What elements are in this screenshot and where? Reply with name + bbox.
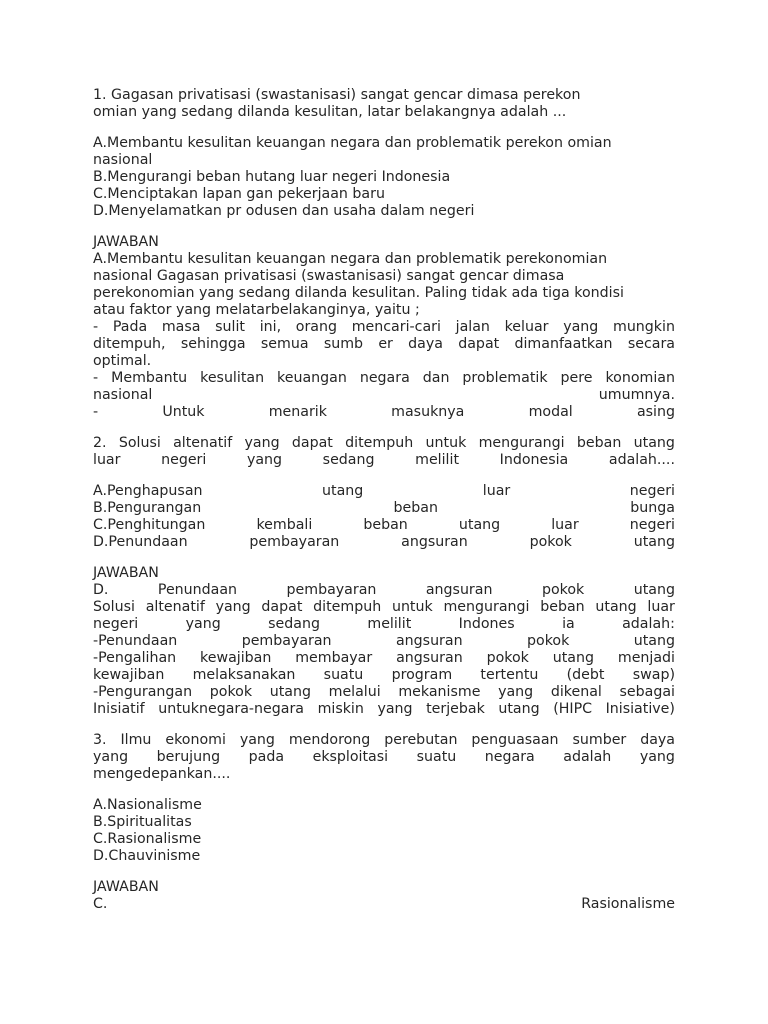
word: melaksanakan — [192, 667, 296, 683]
word: orang — [295, 319, 338, 335]
word: luar — [647, 599, 675, 615]
q3-option-b: B.Spiritualitas — [93, 814, 192, 830]
q3-question-line — [93, 732, 675, 749]
word: angsuran — [401, 534, 468, 550]
word: swap) — [632, 667, 675, 683]
word: utang — [322, 483, 364, 499]
q2-option-a — [93, 483, 675, 500]
word: sebagai — [619, 684, 675, 700]
word: pokok — [529, 534, 572, 550]
word: pokok — [541, 582, 585, 598]
word: yang — [639, 749, 675, 765]
word: untuk — [425, 435, 467, 451]
word: yang — [244, 435, 280, 451]
word: mungkin — [613, 319, 675, 335]
q3-answer-line — [93, 896, 675, 913]
q1-question — [93, 87, 675, 121]
word: mekanisme — [398, 684, 481, 700]
q2-answer-line — [93, 667, 675, 684]
q2-option-b — [93, 500, 675, 517]
q2-options — [93, 483, 675, 551]
word: Solusi — [93, 599, 135, 615]
word: utang — [552, 650, 594, 666]
word: ini, — [259, 319, 282, 335]
q2-option-d — [93, 534, 675, 551]
q2-answer-line — [93, 616, 675, 633]
q1-point2-cont — [93, 387, 675, 404]
word: beban — [576, 435, 622, 451]
word: semua — [260, 336, 309, 352]
q2-option-c — [93, 517, 675, 534]
q1-option-a-cont: nasional — [93, 152, 153, 168]
q1-option-d: D.Menyelamatkan pr odusen dan usaha dalam negeri — [93, 203, 475, 219]
q2-answer-heading: JAWABAN — [93, 565, 159, 581]
word: daya — [408, 336, 443, 352]
word: utang — [498, 701, 540, 717]
word: secara — [627, 336, 675, 352]
word: kesulitan — [200, 370, 265, 386]
word: A.Penghapusan — [93, 483, 203, 499]
word: luar — [482, 483, 511, 499]
word: modal — [528, 404, 573, 420]
word: dimanfaatkan — [514, 336, 613, 352]
q1-options — [93, 135, 675, 220]
q3-option-c: C.Rasionalisme — [93, 831, 202, 847]
word: pokok — [527, 633, 570, 649]
word: yang — [498, 684, 534, 700]
q1-point-line — [93, 336, 675, 353]
word: sehingga — [180, 336, 246, 352]
word: kembali — [256, 517, 313, 533]
word: jalan — [455, 319, 490, 335]
q2-question-line — [93, 452, 675, 469]
word: sulit — [215, 319, 245, 335]
word: (HIPC — [553, 701, 593, 717]
word: ditempuh — [313, 599, 382, 615]
word: Inisiative) — [605, 701, 675, 717]
q2-answer-line — [93, 701, 675, 718]
word: luar — [551, 517, 579, 533]
q2-question — [93, 435, 675, 469]
q1-point3-line — [93, 404, 675, 421]
q1-point-line — [93, 319, 675, 336]
q3-option-d: D.Chauvinisme — [93, 848, 201, 864]
q1-answer-line: perekonomian yang sedang dilanda kesulitan. Paling tidak ada tiga kondisi — [93, 285, 624, 301]
word: yang — [246, 452, 283, 468]
word: B.Pengurangan — [93, 500, 202, 516]
word: -Pengalihan — [93, 650, 177, 666]
word: negara — [359, 370, 410, 386]
word: bunga — [630, 500, 675, 516]
word: utang — [595, 599, 637, 615]
word: melilit — [415, 452, 460, 468]
word: adalah: — [622, 616, 675, 632]
q1-point2-a: nasional — [93, 387, 153, 403]
word: suatu — [323, 667, 364, 683]
word: utang — [633, 435, 675, 451]
q2-question-line — [93, 435, 675, 452]
word: pere — [560, 370, 593, 386]
word: negeri — [629, 517, 675, 533]
word: problematik — [462, 370, 548, 386]
word: adalah — [563, 749, 612, 765]
word: Membantu — [111, 370, 188, 386]
word: Solusi — [118, 435, 161, 451]
q1-question-line: omian yang sedang dilanda kesulitan, latar belakangnya adalah ... — [93, 104, 567, 120]
word: beban — [363, 517, 408, 533]
word: -Pengurangan — [93, 684, 193, 700]
q3-answer-heading: JAWABAN — [93, 879, 159, 895]
word: Ilmu — [120, 732, 152, 748]
word: yang — [377, 701, 413, 717]
q1-option-c: C.Menciptakan lapan gan pekerjaan baru — [93, 186, 385, 202]
word: utang — [633, 534, 675, 550]
q3-options — [93, 797, 675, 865]
word: Penundaan — [157, 582, 238, 598]
word: 3. — [93, 732, 107, 748]
word: miskin — [317, 701, 364, 717]
word: ditempuh, — [93, 336, 166, 352]
word: dapat — [261, 599, 303, 615]
word: altenatif — [173, 435, 233, 451]
q1-answer — [93, 234, 675, 421]
word: altenatif — [145, 599, 205, 615]
word: dikenal — [550, 684, 602, 700]
word: D. — [93, 582, 109, 598]
q1-answer-heading: JAWABAN — [93, 234, 159, 250]
word: Untuk — [162, 404, 205, 420]
word: pada — [248, 749, 285, 765]
word: pembayaran — [286, 582, 377, 598]
word: beban — [393, 500, 438, 516]
word: - — [93, 319, 99, 335]
word: dapat — [291, 435, 333, 451]
word: luar — [93, 452, 121, 468]
word: melilit — [367, 616, 412, 632]
q2-answer-line — [93, 599, 675, 616]
q3-option-a: A.Nasionalisme — [93, 797, 202, 813]
word: tertentu — [480, 667, 539, 683]
word: (debt — [566, 667, 605, 683]
word: C. — [93, 896, 108, 912]
word: Indonesia — [499, 452, 569, 468]
word: D.Penundaan — [93, 534, 188, 550]
word: beban — [540, 599, 585, 615]
word: negeri — [161, 452, 207, 468]
word: kewajiban — [200, 650, 272, 666]
word: ia — [562, 616, 575, 632]
word: pembayaran — [249, 534, 340, 550]
word: Pada — [112, 319, 148, 335]
word: yang — [563, 319, 599, 335]
word: yang — [185, 616, 221, 632]
q2-answer-line — [93, 633, 675, 650]
word: negeri — [93, 616, 139, 632]
q2-answer — [93, 565, 675, 718]
word: keuangan — [277, 370, 347, 386]
word: suatu — [416, 749, 457, 765]
q3-question-line — [93, 749, 675, 766]
q1-option-b: B.Mengurangi beban hutang luar negeri Indonesia — [93, 169, 451, 185]
q1-answer-line: A.Membantu kesulitan keuangan negara dan problematik perekonomian — [93, 251, 608, 267]
word: Rasionalisme — [581, 896, 675, 912]
word: untuknegara-negara — [158, 701, 304, 717]
q1-answer-line: atau faktor yang melatarbelakanginya, yaitu ; — [93, 302, 420, 318]
word: melalui — [328, 684, 381, 700]
word: terjebak — [426, 701, 485, 717]
word: yang — [215, 599, 251, 615]
word: pokok — [209, 684, 253, 700]
word: utang — [633, 633, 675, 649]
word: ditempuh — [345, 435, 414, 451]
word: angsuran — [396, 650, 463, 666]
word: Inisiatif — [93, 701, 145, 717]
word: angsuran — [395, 633, 463, 649]
q3-question — [93, 732, 675, 783]
word: asing — [636, 404, 675, 420]
word: mengurangi — [478, 435, 565, 451]
word: sedang — [268, 616, 320, 632]
q2-answer-line — [93, 582, 675, 599]
word: negeri — [629, 483, 675, 499]
word: pembayaran — [241, 633, 332, 649]
word: angsuran — [425, 582, 493, 598]
word: yang — [239, 732, 275, 748]
word: program — [391, 667, 453, 683]
word: adalah.... — [608, 452, 675, 468]
q2-answer-line — [93, 650, 675, 667]
word: yang — [93, 749, 129, 765]
word: utang — [458, 517, 501, 533]
q1-point2-line — [93, 370, 675, 387]
q1-point2-b: umumnya. — [598, 387, 675, 403]
word: membayar — [295, 650, 373, 666]
q1-question-line: 1. Gagasan privatisasi (swastanisasi) sangat gencar dimasa perekon — [93, 87, 581, 103]
word: C.Penghitungan — [93, 517, 206, 533]
word: keluar — [504, 319, 549, 335]
word: utang — [633, 582, 675, 598]
word: pokok — [486, 650, 529, 666]
word: - — [93, 404, 99, 420]
word: mengurangi — [443, 599, 530, 615]
word: sumber — [572, 732, 627, 748]
word: perebutan — [384, 732, 458, 748]
word: konomian — [605, 370, 675, 386]
word: sedang — [322, 452, 375, 468]
q3-question-line: mengedepankan.... — [93, 766, 231, 782]
word: daya — [640, 732, 675, 748]
q1-option-a: A.Membantu kesulitan keuangan negara dan problematik perekon omian — [93, 135, 612, 151]
word: penguasaan — [471, 732, 559, 748]
word: menjadi — [617, 650, 675, 666]
q2-answer-line — [93, 684, 675, 701]
word: berujung — [156, 749, 221, 765]
word: menarik — [268, 404, 327, 420]
word: - — [93, 370, 99, 386]
word: mencari-cari — [351, 319, 441, 335]
word: dapat — [458, 336, 500, 352]
word: mendorong — [288, 732, 371, 748]
q1-point-end: optimal. — [93, 353, 152, 369]
word: -Penundaan — [93, 633, 178, 649]
word: masa — [161, 319, 201, 335]
word: utang — [269, 684, 311, 700]
word: masuknya — [391, 404, 465, 420]
q1-answer-line: nasional Gagasan privatisasi (swastanisasi) sangat gencar dimasa — [93, 268, 565, 284]
document-page — [93, 87, 675, 927]
word: negara — [484, 749, 535, 765]
word: sumb — [323, 336, 364, 352]
word: kewajiban — [93, 667, 165, 683]
word: ekonomi — [165, 732, 226, 748]
word: untuk — [391, 599, 433, 615]
word: eksploitasi — [312, 749, 389, 765]
word: 2. — [93, 435, 107, 451]
word: dan — [422, 370, 450, 386]
word: er — [378, 336, 393, 352]
word: Indones — [458, 616, 515, 632]
q3-answer — [93, 879, 675, 913]
